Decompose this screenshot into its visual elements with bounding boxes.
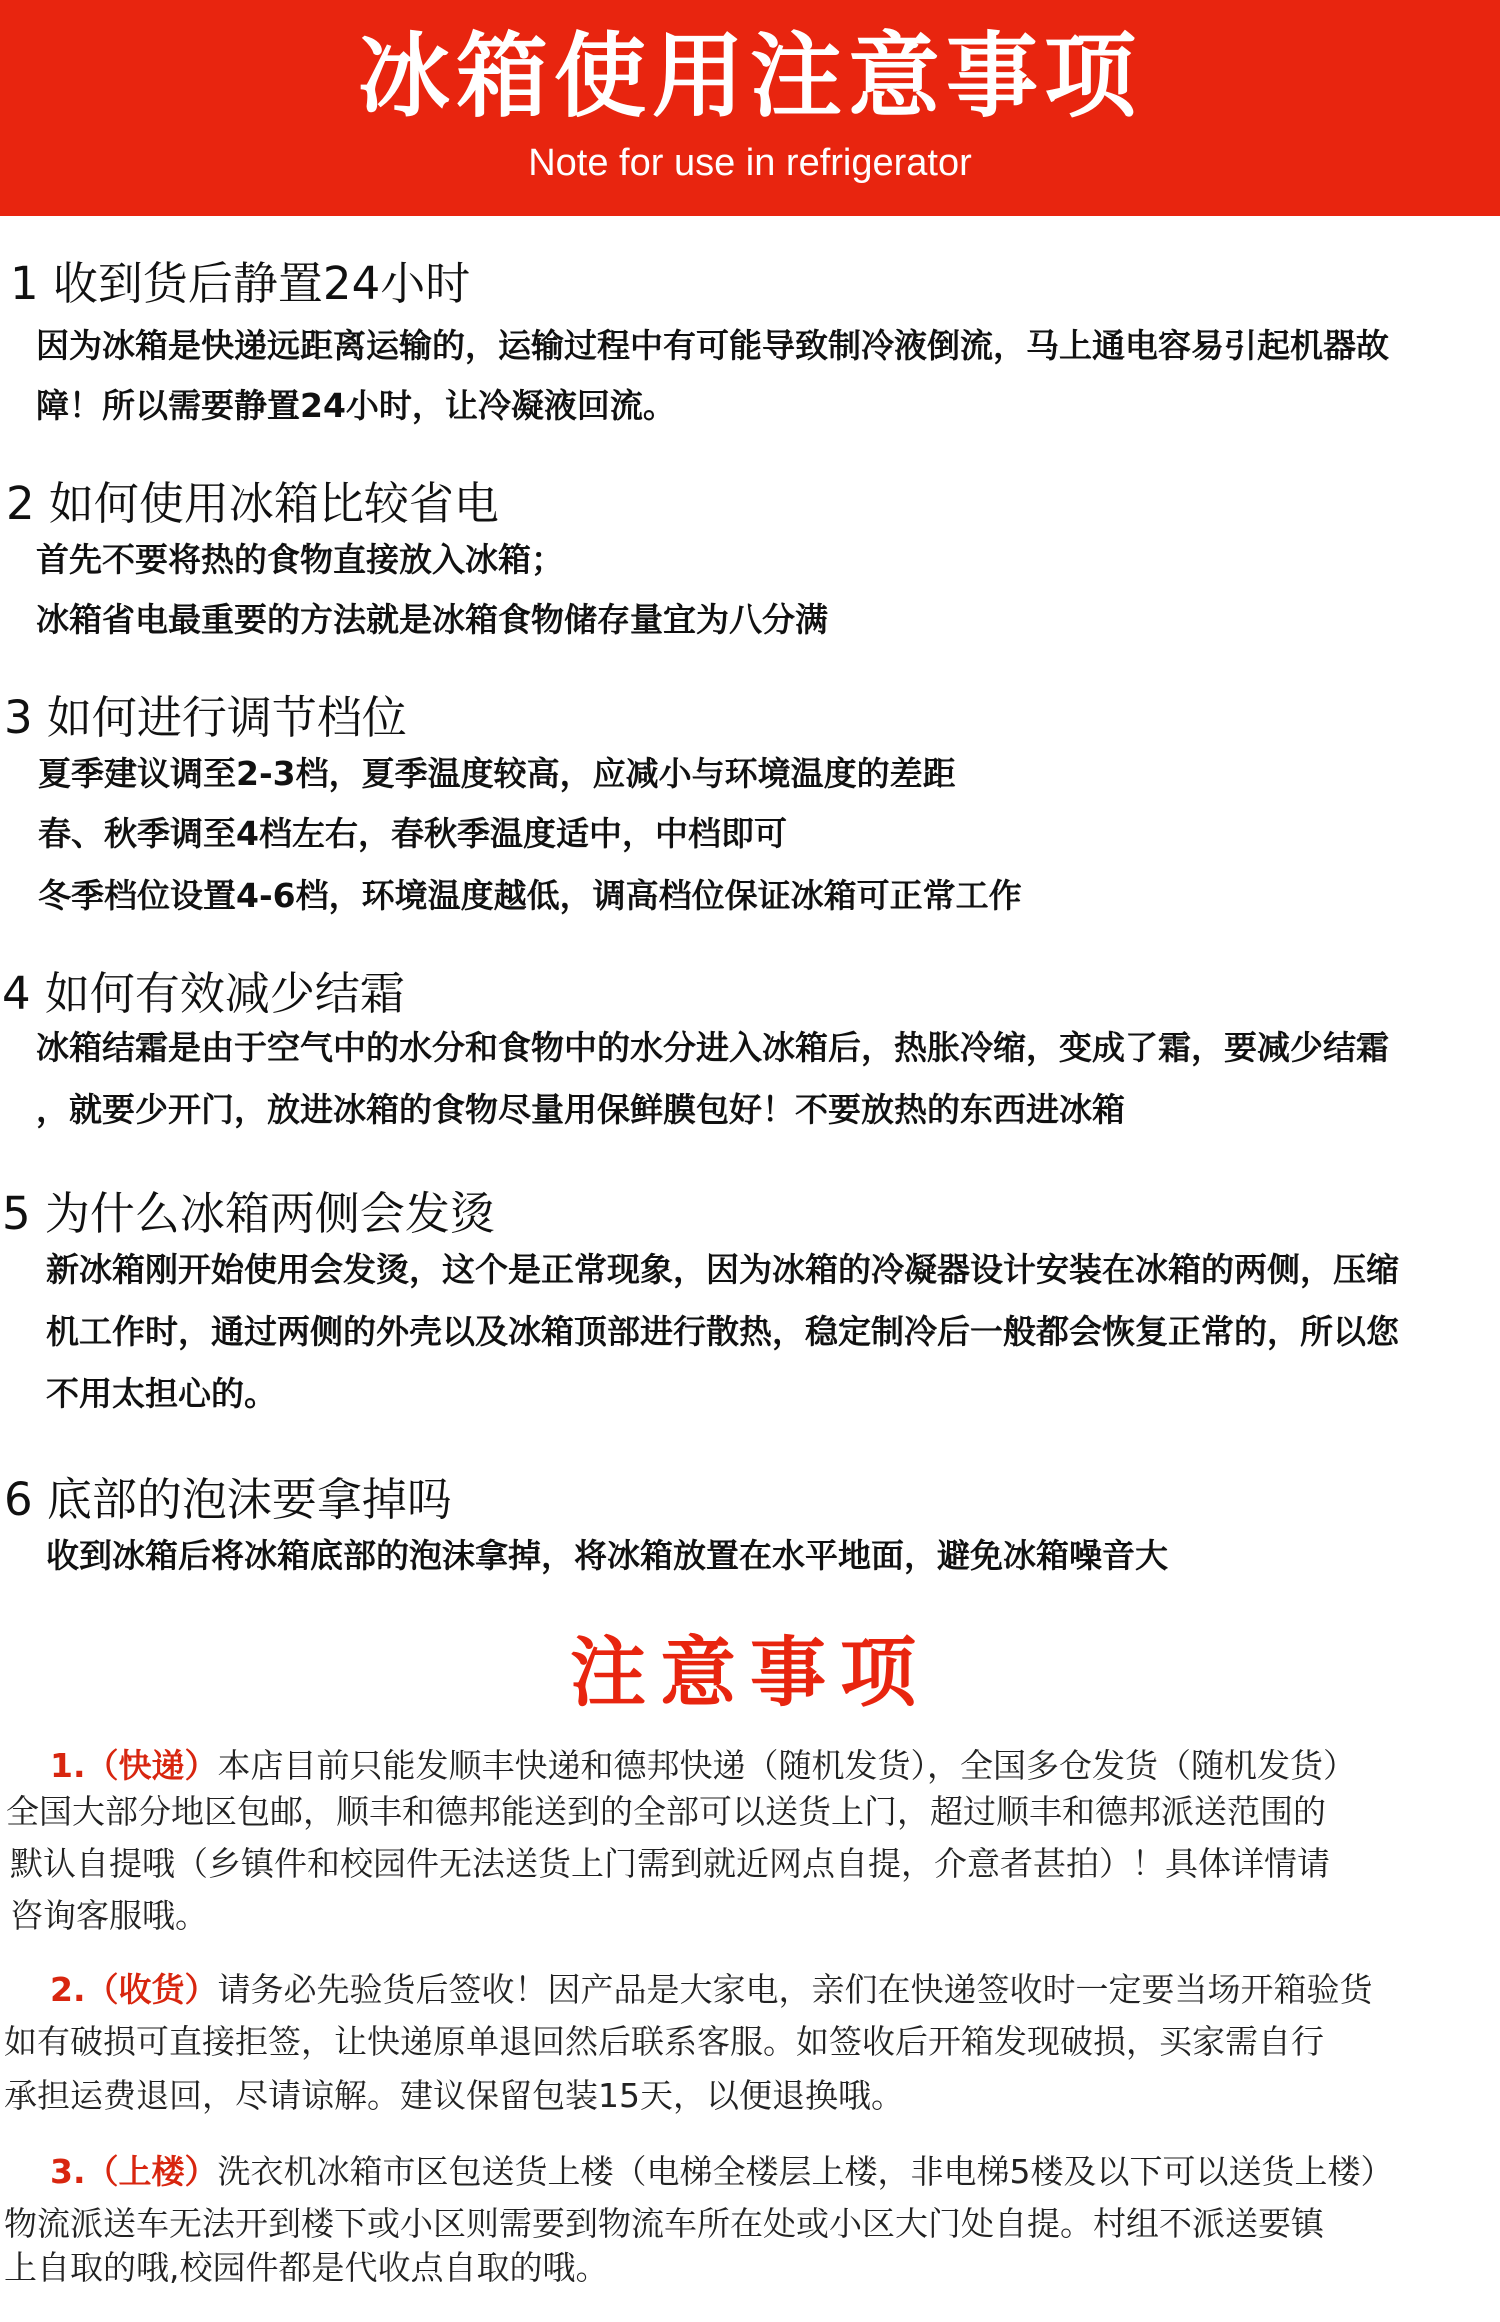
notice-text: 洗衣机冰箱市区包送货上楼（电梯全楼层上楼，非电梯5楼及以下可以送货上楼） [217,2152,1394,2191]
notice-text: 上自取的哦,校园件都是代收点自取的哦。 [4,2248,609,2287]
notice-tag: 1.（快递） [50,1746,218,1785]
section-text: 冬季档位设置4-6档，环境温度越低，调高档位保证冰箱可正常工作 [38,876,1022,915]
page-title: 冰箱使用注意事项 [357,23,1142,130]
notice-item [50,1968,1373,2012]
section-text: 夏季建议调至2-3档，夏季温度较高，应减小与环境温度的差距 [38,754,956,793]
section-text: 因为冰箱是快递远距离运输的，运输过程中有可能导致制冷液倒流，马上通电容易引起机器故 [36,326,1389,365]
notice-tag: 3.（上楼） [50,2152,218,2191]
section-text: 首先不要将热的食物直接放入冰箱； [36,540,564,579]
section-text: 冰箱结霜是由于空气中的水分和食物中的水分进入冰箱后，热胀冷缩，变成了霜，要减少结霜 [36,1028,1389,1067]
section-text: 机工作时，通过两侧的外壳以及冰箱顶部进行散热，稳定制冷后一般都会恢复正常的，所以您 [46,1312,1399,1351]
header-banner [0,0,1500,216]
section-text: 春、秋季调至4档左右，春秋季温度适中，中档即可 [38,814,787,853]
section-text: 不用太担心的。 [46,1374,277,1413]
notice-text: 承担运费退回，尽请谅解。建议保留包装15天，以便退换哦。 [4,2076,904,2115]
section-text: 收到冰箱后将冰箱底部的泡沫拿掉，将冰箱放置在水平地面，避免冰箱噪音大 [46,1536,1168,1575]
section-title: 3 如何进行调节档位 [4,691,407,744]
section-title: 4 如何有效减少结霜 [2,967,405,1020]
notice-text: 本店目前只能发顺丰快递和德邦快递（随机发货），全国多仓发货（随机发货） [217,1746,1356,1785]
notice-text: 默认自提哦（乡镇件和校园件无法送货上门需到就近网点自提，介意者甚拍）！具体详情请 [10,1844,1330,1883]
section-text: 新冰箱刚开始使用会发烫，这个是正常现象，因为冰箱的冷凝器设计安装在冰箱的两侧，压缩 [46,1250,1399,1289]
page-subtitle: Note for use in refrigerator [528,142,972,184]
section-title: 5 为什么冰箱两侧会发烫 [2,1187,495,1240]
notice-text: 全国大部分地区包邮，顺丰和德邦能送到的全部可以送货上门，超过顺丰和德邦派送范围的 [6,1792,1326,1831]
notice-text: 请务必先验货后签收！因产品是大家电，亲们在快递签收时一定要当场开箱验货 [217,1970,1373,2009]
notice-text: 如有破损可直接拒签，让快递原单退回然后联系客服。如签收后开箱发现破损，买家需自行 [4,2022,1324,2061]
section-title: 6 底部的泡沫要拿掉吗 [4,1473,452,1526]
notice-text: 物流派送车无法开到楼下或小区则需要到物流车所在处或小区大门处自提。村组不派送要镇 [4,2204,1324,2243]
notice-item [50,2150,1394,2194]
section-text: ，就要少开门，放进冰箱的食物尽量用保鲜膜包好！不要放热的东西进冰箱 [36,1090,1125,1129]
notice-tag: 2.（收货） [50,1970,218,2009]
section-title: 2 如何使用冰箱比较省电 [6,477,499,530]
notice-text: 咨询客服哦。 [10,1896,208,1935]
section-title: 1 收到货后静置24小时 [10,257,471,310]
section-text: 冰箱省电最重要的方法就是冰箱食物储存量宜为八分满 [36,600,828,639]
notice-title: 注意事项 [570,1628,930,1717]
section-text: 障！所以需要静置24小时，让冷凝液回流。 [36,386,676,425]
notice-item [50,1744,1356,1788]
